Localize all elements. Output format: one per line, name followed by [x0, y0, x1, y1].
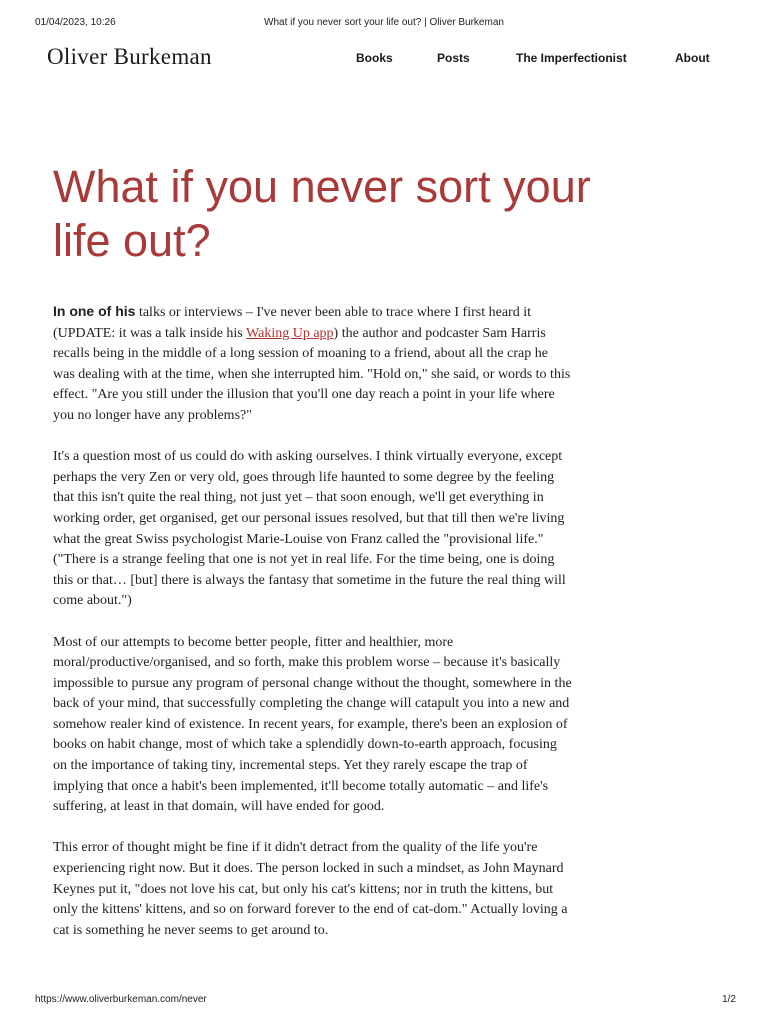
paragraph-1-text-a: talks or interviews – I've never been able to trace where I first heard it (UPDATE: it was a talk inside his — [53, 305, 531, 341]
site-logo-link[interactable]: Oliver Burkeman — [47, 44, 212, 69]
site-header — [0, 44, 768, 76]
print-page-title: What if you never sort your life out? | Oliver Burkeman — [264, 17, 504, 28]
main-nav — [0, 51, 768, 69]
print-datetime: 01/04/2023, 10:26 — [35, 17, 116, 28]
article-paragraph-2: It's a question most of us could do with asking ourselves. I think virtually everyone, except perhaps the very Zen or very old, goes through life haunted to some degree by the feeling that this isn't quite the real thing, not just yet – that soon enough, we'll get everything in working order, get organised, get our personal issues resolved, but that till then we're living what the great Swiss psychologist Marie-Louise von Franz called the "provisional life." ("There is a strange feeling that one is not yet in real life. For the time being, one is doing this or that… [but] there is always the fantasy that sometime in the future the real thing will come about.") — [53, 449, 566, 609]
nav-link-posts[interactable]: Posts — [437, 51, 470, 65]
lead-in: In one of his — [53, 303, 136, 319]
article-paragraph-4: This error of thought might be fine if it didn't detract from the quality of the life you're experiencing right now. But it does. The person locked in such a mindset, as John Maynard Keynes put it, "does not love his cat, but only his cat's kittens; nor in truth the kittens, but only the kittens' kittens, and so on forward forever to the end of cat-dom." Actually loving a cat is something he never seems to get around to. — [53, 840, 568, 938]
waking-up-app-link[interactable]: Waking Up app — [246, 325, 334, 341]
nav-link-about[interactable]: About — [675, 51, 710, 65]
paragraph-1-text-b: ) the author and podcaster Sam Harris recalls being in the middle of a long session of moaning to a friend, about all the crap he was dealing with at the time, when she interrupted him. "Hold on," she said, or words to this effect. "Are you still under the illusion that you'll one day reach a point in your life where you no longer have any problems?" — [53, 325, 571, 423]
nav-link-books[interactable]: Books — [356, 51, 393, 65]
print-page-number: 1/2 — [722, 994, 736, 1005]
nav-link-imperfectionist[interactable]: The Imperfectionist — [516, 51, 627, 65]
print-url: https://www.oliverburkeman.com/never — [35, 994, 207, 1005]
article-body — [53, 301, 573, 962]
article-paragraph-3: Most of our attempts to become better people, fitter and healthier, more moral/productive/organised, and so forth, make this problem worse – because it's basically impossible to pursue any program of personal change without the thought, somewhere in the back of your mind, that successfully completing the change will catapult you into a new and somehow realer kind of existence. In recent years, for example, there's been an explosion of books on habit change, most of which take a splendidly down-to-earth approach, focusing on the importance of taking tiny, incremental steps. Yet they rarely escape the trap of implying that once a habit's been implemented, it'll become totally automatic – and life's suffering, at least in that domain, will have ended for good. — [53, 634, 572, 815]
print-header — [0, 17, 768, 31]
article-title: What if you never sort your life out? — [53, 161, 591, 266]
article-paragraph-1 — [53, 301, 573, 427]
print-footer — [0, 994, 768, 1008]
